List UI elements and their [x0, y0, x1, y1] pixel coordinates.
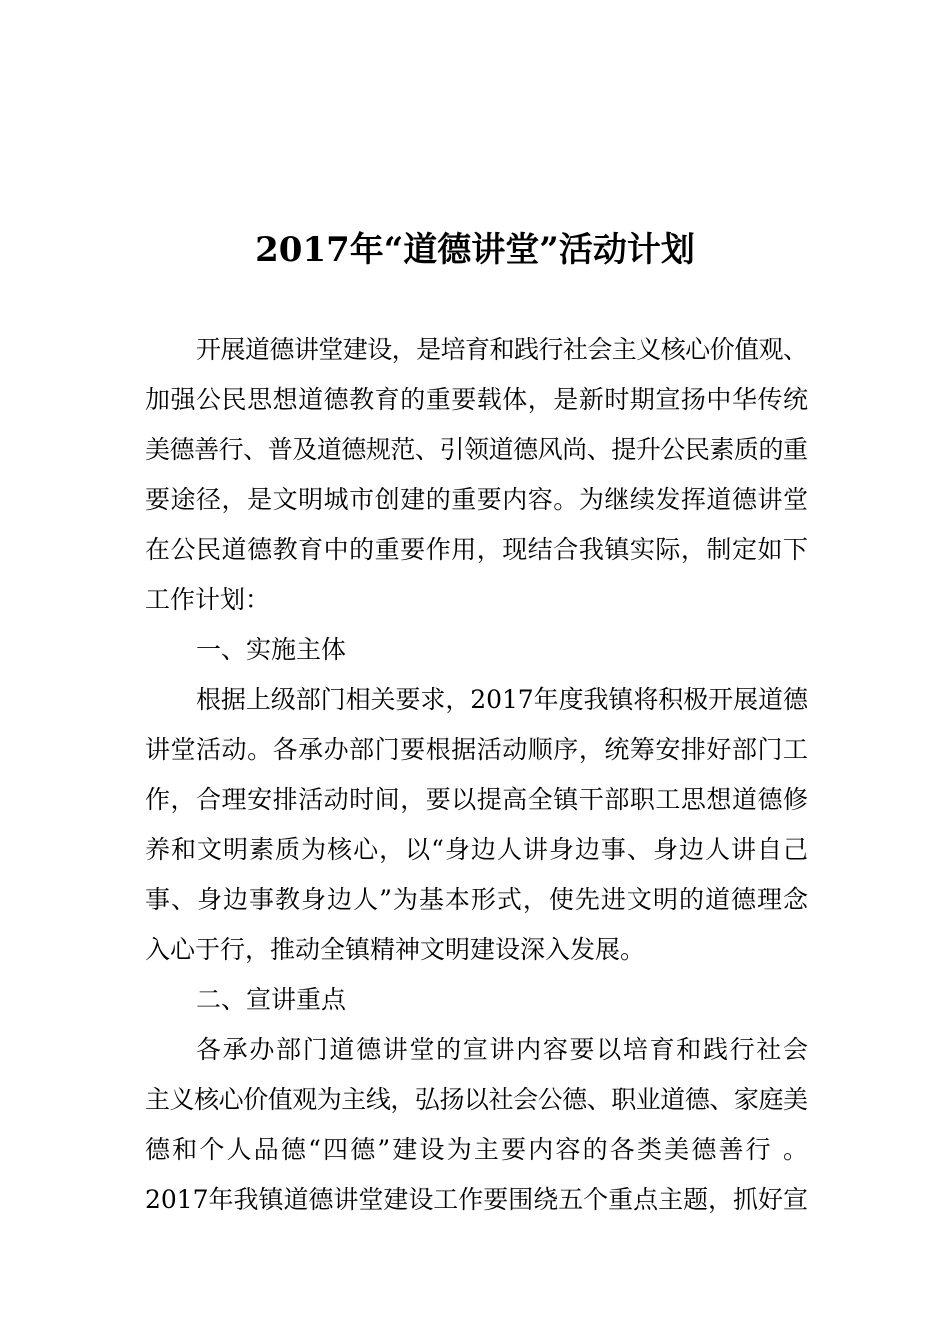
text-line: 一、实施主体	[196, 635, 347, 664]
text-line: 讲堂活动。各承办部门要根据活动顺序，统筹安排好部门工	[145, 735, 809, 764]
text-line: 在公民道德教育中的重要作用，现结合我镇实际，制定如下	[145, 535, 809, 564]
text-line: 各承办部门道德讲堂的宣讲内容要以培育和践行社会	[196, 1035, 810, 1064]
text-line: 加强公民思想道德教育的重要载体，是新时期宣扬中华传统	[145, 385, 809, 414]
text-line: 事、身边事教身边人”为基本形式，使先进文明的道德理念	[145, 885, 809, 914]
document-title: 2017年“道德讲堂”活动计划	[255, 230, 695, 270]
text-line: 作，合理安排活动时间，要以提高全镇干部职工思想道德修	[145, 785, 809, 814]
text-line: 德和个人品德“四德”建设为主要内容的各类美德善行 。	[145, 1135, 811, 1164]
text-line: 根据上级部门相关要求，2017年度我镇将积极开展道德	[196, 685, 808, 714]
text-line: 养和文明素质为核心，以“身边人讲身边事、身边人讲自己	[145, 835, 809, 864]
text-line: 二、宣讲重点	[196, 985, 347, 1014]
text-line: 开展道德讲堂建设，是培育和践行社会主义核心价值观、	[196, 335, 808, 364]
text-line: 2017年我镇道德讲堂建设工作要围绕五个重点主题，抓好宣	[145, 1185, 808, 1214]
text-line: 入心于行，推动全镇精神文明建设深入发展。	[145, 935, 646, 964]
text-line: 要途径，是文明城市创建的重要内容。为继续发挥道德讲堂	[145, 485, 809, 514]
text-line: 主义核心价值观为主线，弘扬以社会公德、职业道德、家庭美	[145, 1085, 808, 1114]
text-line: 美德善行、普及道德规范、引领道德风尚、提升公民素质的重	[145, 435, 808, 464]
document-body	[145, 325, 811, 1225]
text-line: 工作计划：	[145, 585, 271, 614]
